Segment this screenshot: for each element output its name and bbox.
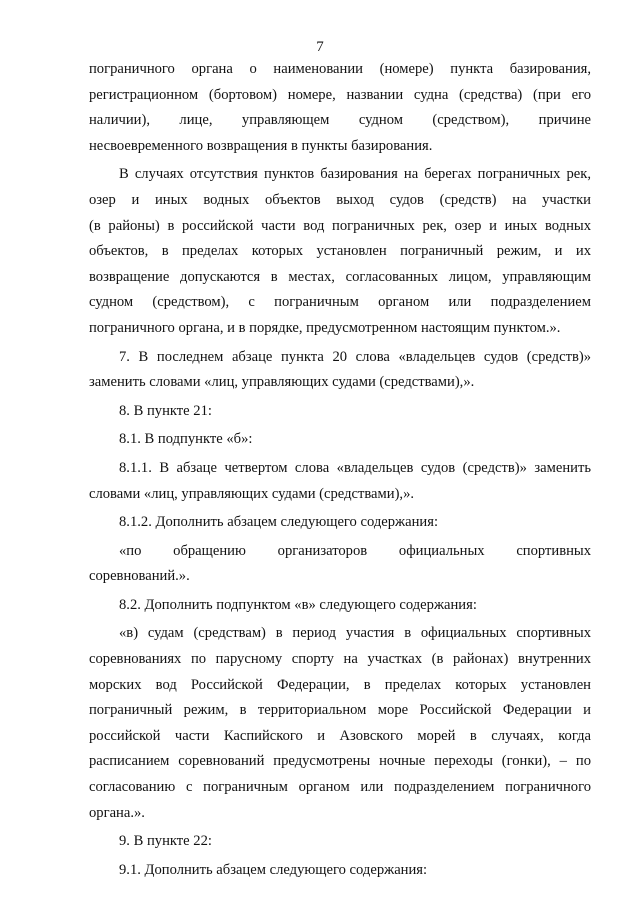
text-line: 9.1. Дополнить абзацем следующего содержания: <box>119 861 428 878</box>
text-line: объектов, в пределах которых установлен пограничный режим, и их <box>89 243 591 260</box>
paragraph <box>89 858 591 884</box>
paragraph <box>89 829 591 855</box>
paragraph <box>89 510 591 536</box>
text-line: наличии), лице, управляющем судном (средством), причине <box>89 112 591 129</box>
text-line: 7. В последнем абзаце пункта 20 слова «владельцев судов (средств)» <box>119 348 591 365</box>
page-number: 7 <box>316 39 324 55</box>
text-line: 9. В пункте 22: <box>119 833 212 850</box>
paragraph <box>89 539 591 590</box>
text-line: расписанием соревнований предусмотрены ночные переходы (гонки), – по <box>89 753 591 770</box>
text-line: регистрационном (бортовом) номере, названии судна (средства) (при его <box>89 86 591 103</box>
text-line: 8.1.2. Дополнить абзацем следующего содержания: <box>119 514 439 531</box>
paragraph <box>89 456 591 507</box>
text-line: «в) судам (средствам) в период участия в официальных спортивных <box>119 625 591 642</box>
text-line: 8. В пункте 21: <box>119 402 212 419</box>
text-line: несвоевременного возвращения в пункты базирования. <box>89 137 433 154</box>
paragraph <box>89 345 591 396</box>
text-line: российской части Каспийского и Азовского морей в случаях, когда <box>89 727 591 744</box>
text-line: морских вод Российской Федерации, в пределах которых установлен <box>89 676 591 693</box>
text-line: соревнованиях по парусному спорту на участках (в районах) внутренних <box>89 651 591 668</box>
text-line: пограничного органа о наименовании (номере) пункта базирования, <box>89 61 591 77</box>
document-body <box>89 57 591 883</box>
paragraph <box>89 621 591 826</box>
text-line: 8.2. Дополнить подпунктом «в» следующего содержания: <box>119 596 477 613</box>
text-line: соревнований.». <box>89 568 190 585</box>
text-line: озер и иных водных объектов выход судов (средств) на участки <box>89 191 591 208</box>
text-line: возвращение допускаются в местах, согласованных лицом, управляющим <box>89 268 591 285</box>
text-line: пограничного органа, и в порядке, предусмотренном настоящим пунктом.». <box>89 319 561 336</box>
text-line: (в районы) в российской части вод пограничных рек, озер и иных водных <box>89 217 591 234</box>
paragraph <box>89 57 591 159</box>
paragraph <box>89 593 591 619</box>
text-line: В случаях отсутствия пунктов базирования на берегах пограничных рек, <box>119 166 591 183</box>
text-line: «по обращению организаторов официальных спортивных <box>119 542 591 559</box>
text-line: заменить словами «лиц, управляющих судами (средствами),». <box>89 374 475 391</box>
text-line: 8.1.1. В абзаце четвертом слова «владельцев судов (средств)» заменить <box>119 459 591 476</box>
text-line: пограничный режим, в территориальном море Российской Федерации и <box>89 702 591 719</box>
text-line: согласованию с пограничным органом или подразделением пограничного <box>89 779 591 796</box>
paragraph <box>89 399 591 425</box>
paragraph <box>89 162 591 341</box>
text-line: органа.». <box>89 804 145 821</box>
text-line: судном (средством), с пограничным органом или подразделением <box>89 294 591 311</box>
text-line: 8.1. В подпункте «б»: <box>119 431 253 448</box>
paragraph <box>89 427 591 453</box>
text-line: словами «лиц, управляющих судами (средствами),». <box>89 485 415 502</box>
